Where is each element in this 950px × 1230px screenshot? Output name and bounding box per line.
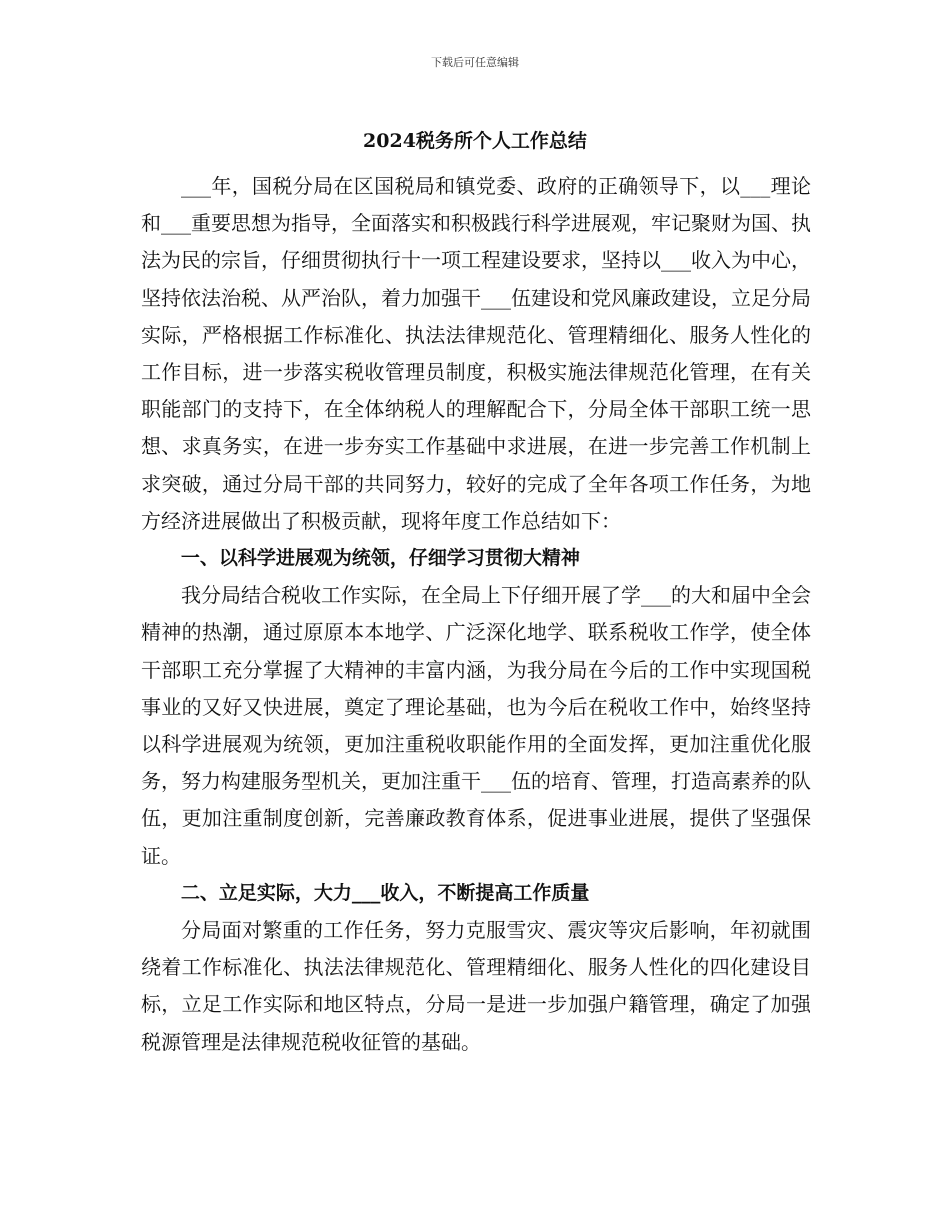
section-1-paragraph: 我分局结合税收工作实际，在全局上下仔细开展了学___的大和届中全会精神的热潮，通过原原本本地学、广泛深化地学、联系税收工作学，使全体干部职工充分掌握了大精神的丰富内涵，为我分局在今后的工作中实现国税事业的又好又快进展，奠定了理论基础，也为今后在税收工作中，始终坚持以科学进展观为统领，更加注重税收职能作用的全面发挥，更加注重优化服务，努力构建服务型机关，更加注重干___伍的培育、管理，打造高素养的队伍，更加注重制度创新，完善廉政教育体系，促进事业进展，提供了坚强保证。 [141, 583, 811, 868]
header-note: 下载后可任意编辑 [431, 56, 519, 69]
section-1-heading: 一、以科学进展观为统领，仔细学习贯彻大精神 [180, 547, 580, 570]
section-2-heading: 二、立足实际，大力___收入，不断提高工作质量 [180, 881, 590, 904]
section-2-paragraph: 分局面对繁重的工作任务，努力克服雪灾、震灾等灾后影响，年初就围绕着工作标准化、执法法律规范化、管理精细化、服务人性化的四化建设目标，立足工作实际和地区特点，分局一是进一步加强户籍管理，确定了加强税源管理是法律规范税收征管的基础。 [141, 918, 811, 1054]
document-title: 2024税务所个人工作总结 [363, 130, 587, 152]
intro-paragraph: ___年，国税分局在区国税局和镇党委、政府的正确领导下，以___理论和___重要思想为指导，全面落实和积极践行科学进展观，牢记聚财为国、执法为民的宗旨，仔细贯彻执行十一项工程建设要求，坚持以___收入为中心，坚持依法治税、从严治队，着力加强干___伍建设和党风廉政建设，立足分局实际，严格根据工作标准化、执法法律规范化、管理精细化、服务人性化的工作目标，进一步落实税收管理员制度，积极实施法律规范化管理，在有关职能部门的支持下，在全体纳税人的理解配合下，分局全体干部职工统一思想、求真务实，在进一步夯实工作基础中求进展，在进一步完善工作机制上求突破，通过分局干部的共同努力，较好的完成了全年各项工作任务，为地方经济进展做出了积极贡献，现将年度工作总结如下： [141, 174, 811, 533]
document-body [141, 168, 811, 1061]
